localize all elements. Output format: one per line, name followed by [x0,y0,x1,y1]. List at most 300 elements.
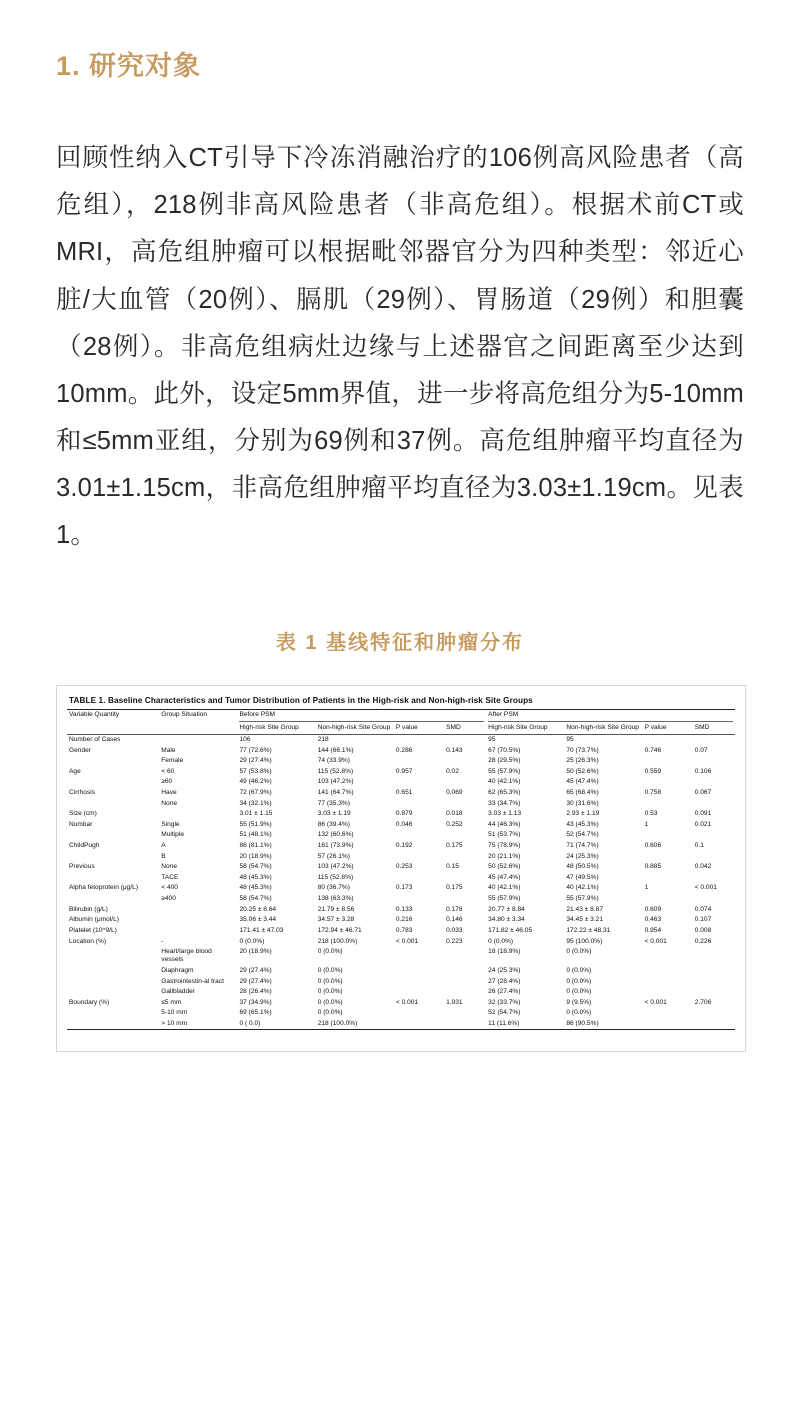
table-row [67,788,735,799]
cell-before-p: 0.133 [395,905,413,913]
cell-before-smd: 0.175 [446,884,463,892]
cell-before-non-high-risk: 103 (47.2%) [317,778,354,786]
cell-before-non-high-risk: 141 (64.7%) [317,789,354,796]
cell-before-non-high-risk: 0 (0.0%) [317,1009,343,1017]
cell-before-non-high-risk: 0 (0.0%) [317,998,343,1006]
cell-variable [67,873,159,884]
rule-cell [486,1030,564,1041]
cell-before-p: 0.286 [395,746,413,754]
cell-before-p: 0.957 [395,767,413,775]
col-header-p-value-after: P value [644,724,667,732]
cell-after-p: 0.885 [644,863,662,871]
cell-after-p [643,947,693,966]
cell-situation: None [161,799,178,807]
cell-before-p: 0.253 [395,863,413,871]
cell-before-high-risk: 20.25 ± 8.64 [239,905,277,913]
cell-after-non-high-risk: 0 (0.0%) [566,948,592,956]
cell-after-high-risk: 55 (57.9%) [488,895,521,903]
table-row [67,745,735,756]
cell-after-non-high-risk: 47 (49.5%) [566,873,599,881]
table-row [67,894,735,905]
cell-before-non-high-risk: 80 (36.7%) [317,884,350,892]
cell-situation: Heart/large blood vessels [161,948,212,964]
table-row [67,820,735,831]
cell-after-smd: 0.07 [694,746,708,754]
cell-after-smd: 2.706 [694,998,712,1006]
cell-after-smd [693,798,735,809]
cell-after-smd: 0.107 [694,916,712,924]
cell-before-p [394,894,444,905]
cell-after-p: 0.559 [644,767,662,775]
cell-before-high-risk: 35.06 ± 3.44 [239,916,277,924]
cell-before-high-risk: 28 (26.4%) [239,988,272,996]
cell-after-p [643,798,693,809]
cell-situation: < 400 [161,884,178,892]
cell-after-high-risk: 34.80 ± 3.34 [488,916,525,924]
cell-before-p [394,1019,444,1030]
table-row [67,976,735,987]
cell-before-smd [444,798,486,809]
cell-after-smd [693,966,735,977]
cell-situation: - [161,937,164,945]
cell-after-smd: 0.226 [694,937,712,945]
cell-variable: ChildPugh [69,842,100,850]
cell-before-high-risk: 0 ( 0.0) [239,1020,261,1028]
cell-before-high-risk: 34 (32.1%) [239,799,272,807]
table-row [67,998,735,1009]
table-body [67,734,735,1041]
cell-after-smd: 0.1 [694,842,704,850]
cell-situation: ≤5 mm [161,998,182,1006]
cell-after-high-risk: 26 (27.4%) [488,988,521,996]
cell-situation: None [161,863,178,871]
cell-before-high-risk: 29 (27.4%) [239,757,272,765]
table-row [67,966,735,977]
cell-before-smd [444,987,486,998]
cell-after-high-risk: 51 (53.7%) [488,831,521,839]
table-row [67,915,735,926]
cell-before-smd [444,777,486,788]
cell-after-p [643,756,693,767]
cell-before-non-high-risk: 218 [316,734,394,745]
cell-after-non-high-risk: 0 (0.0%) [566,1009,592,1017]
cell-after-non-high-risk: 95 (100.0%) [566,937,603,945]
cell-situation: B [161,852,166,860]
cell-situation: Diaphragm [161,966,194,974]
cell-before-smd [444,966,486,977]
cell-after-non-high-risk: 30 (31.6%) [566,799,599,807]
cell-after-p [643,976,693,987]
table-figure [56,685,746,1053]
cell-after-non-high-risk: 172.22 ± 48.31 [566,926,611,934]
cell-before-non-high-risk: 0 (0.0%) [317,948,343,956]
cell-before-p [394,734,444,745]
page-title: 1. 研究对象 [56,51,202,81]
cell-after-p: 1 [644,820,649,828]
cell-variable: Cirrhosis [69,789,96,796]
cell-after-non-high-risk: 9 (9.5%) [566,998,592,1006]
cell-before-non-high-risk: 57 (26.1%) [317,852,350,860]
table-row [67,809,735,820]
cell-after-smd: 0.091 [694,810,712,818]
cell-variable: Number of Cases [67,734,159,745]
cell-before-non-high-risk: 21.79 ± 8.56 [317,905,355,913]
rule-cell [237,1030,315,1041]
cell-after-p [643,1019,693,1030]
cell-situation: Female [161,757,184,765]
cell-after-smd [693,756,735,767]
cell-before-high-risk: 0 (0.0%) [239,937,265,945]
cell-before-non-high-risk: 74 (33.9%) [317,757,350,765]
cell-before-high-risk: 58 (54.7%) [239,895,272,903]
cell-before-high-risk: 69 (65.1%) [239,1009,272,1017]
cell-before-smd: 0.146 [446,916,463,924]
cell-situation: Have [161,789,177,796]
cell-after-non-high-risk: 48 (50.5%) [566,863,599,871]
cell-situation [159,915,237,926]
cell-variable [67,777,159,788]
cell-before-high-risk: 29 (27.4%) [239,977,272,985]
cell-before-p [394,976,444,987]
col-header-smd-before: SMD [446,724,461,732]
cell-after-high-risk: 40 (42.1%) [488,778,521,786]
cell-before-smd [444,734,486,745]
cell-variable [67,987,159,998]
cell-before-smd [444,1019,486,1030]
cell-after-high-risk: 44 (46.3%) [488,820,521,828]
cell-before-high-risk: 49 (46.2%) [239,778,272,786]
rule-cell [394,1030,444,1041]
cell-after-high-risk: 50 (52.6%) [488,863,521,871]
cell-before-smd: 0.252 [446,820,463,828]
cell-before-high-risk: 51 (48.1%) [239,831,272,839]
cell-before-smd: 0.033 [446,926,463,934]
table-row [67,756,735,767]
cell-before-non-high-risk: 103 (47.2%) [317,863,354,871]
cell-before-smd [444,830,486,841]
cell-after-high-risk: 20.77 ± 8.84 [488,905,525,913]
cell-after-smd [693,734,735,745]
cell-after-p [643,830,693,841]
cell-before-high-risk: 37 (34.9%) [239,998,272,1006]
cell-after-p: 1 [644,884,649,892]
cell-before-non-high-risk: 172.94 ± 46.71 [317,926,362,934]
cell-before-non-high-risk: 0 (0.0%) [317,977,343,985]
cell-after-high-risk: 55 (57.9%) [488,767,521,775]
cell-before-high-risk: 55 (51.9%) [239,820,272,828]
cell-before-non-high-risk: 86 (39.4%) [317,820,350,828]
cell-before-smd: 0.143 [446,746,463,754]
cell-situation [159,905,237,916]
rule-cell [564,1030,642,1041]
cell-before-smd [444,976,486,987]
cell-before-smd [444,873,486,884]
cell-variable: Alpha fetoprotein (μg/L) [69,884,139,892]
cell-before-smd: 0.178 [446,905,463,913]
cell-before-high-risk: 29 (27.4%) [239,966,272,974]
table-row [67,798,735,809]
cell-after-non-high-risk: 2.93 ± 1.19 [566,810,600,818]
cell-after-smd [693,873,735,884]
cell-after-p [643,734,693,745]
table-row [67,841,735,852]
cell-before-non-high-risk: 115 (52.8%) [317,767,354,775]
cell-before-p: 0.783 [395,926,413,934]
table-row [67,1008,735,1019]
cell-after-smd [693,777,735,788]
group-header-before-psm: Before PSM [237,709,486,723]
cell-after-high-risk: 24 (25.3%) [488,966,521,974]
cell-before-p: < 0.001 [395,937,419,945]
table-row [67,883,735,894]
cell-after-non-high-risk: 50 (52.6%) [566,767,599,775]
cell-after-non-high-risk: 0 (0.0%) [566,988,592,996]
cell-after-p: 0.606 [644,842,662,850]
cell-after-non-high-risk: 70 (73.7%) [566,746,599,754]
col-header-non-high-risk-after: Non-high-risk Site Group [566,724,639,732]
cell-after-high-risk: 20 (21.1%) [488,852,521,860]
cell-before-non-high-risk: 132 (60.6%) [317,831,354,839]
col-header-variable: Variable Quantity [67,709,159,734]
cell-after-p: < 0.001 [644,937,667,945]
cell-after-p [643,987,693,998]
cell-situation: ≥400 [161,895,176,903]
cell-before-p: 0.173 [395,884,413,892]
cell-before-high-risk: 106 [237,734,315,745]
cell-before-non-high-risk: 161 (73.9%) [317,842,354,850]
cell-after-high-risk: 33 (34.7%) [488,799,521,807]
cell-after-p: 0.53 [644,810,658,818]
cell-variable: Location (%) [69,937,107,945]
cell-after-non-high-risk: 71 (74.7%) [566,842,599,850]
table-row [67,777,735,788]
cell-before-high-risk: 86 (81.1%) [239,842,272,850]
table-row [67,862,735,873]
cell-before-p [394,987,444,998]
cell-situation [159,734,237,745]
cell-variable [67,894,159,905]
cell-before-high-risk: 20 (18.9%) [239,852,272,860]
cell-variable [67,966,159,977]
cell-before-non-high-risk: 138 (63.3%) [317,895,354,903]
cell-before-p [394,1008,444,1019]
cell-after-p [643,966,693,977]
cell-after-non-high-risk: 34.45 ± 3.21 [566,916,604,924]
cell-before-non-high-risk: 144 (66.1%) [317,746,354,754]
cell-after-smd [693,851,735,862]
cell-before-non-high-risk: 218 (100.0%) [317,937,358,945]
cell-before-p [394,851,444,862]
cell-situation: 5-10 mm [161,1009,188,1017]
cell-after-non-high-risk: 0 (0.0%) [566,966,592,974]
cell-after-p [643,873,693,884]
cell-variable [67,1008,159,1019]
cell-after-high-risk: 27 (28.4%) [488,977,521,985]
table-caption: 表 1 基线特征和肿瘤分布 [275,631,525,654]
cell-after-high-risk: 75 (78.9%) [488,842,521,850]
rule-cell [316,1030,394,1041]
cell-before-p [394,777,444,788]
cell-situation: TACE [161,873,179,881]
cell-situation: Multiple [161,831,184,839]
cell-after-smd [693,947,735,966]
cell-after-high-risk: 95 [486,734,564,745]
group-header-after-psm: After PSM [486,709,735,723]
cell-after-smd [693,976,735,987]
cell-before-smd: 0.069 [446,789,463,796]
cell-after-non-high-risk: 21.43 ± 8.87 [566,905,604,913]
cell-after-high-risk: 0 (0.0%) [488,937,514,945]
cell-before-p: 0.651 [395,789,413,796]
cell-after-p [643,851,693,862]
cell-after-high-risk: 171.82 ± 46.05 [488,926,533,934]
cell-after-p [643,894,693,905]
cell-after-non-high-risk: 86 (90.5%) [566,1020,599,1028]
cell-before-high-risk: 58 (54.7%) [239,863,272,871]
cell-after-p: 0.954 [644,926,662,934]
cell-before-non-high-risk: 115 (52.8%) [317,873,354,881]
cell-before-p: 0.216 [395,916,413,924]
cell-after-high-risk: 40 (42.1%) [488,884,521,892]
cell-situation: < 60 [161,767,175,775]
col-header-high-risk-after: High-risk Site Group [488,724,548,732]
cell-after-smd: < 0.001 [694,884,717,892]
rule-cell [693,1030,735,1041]
cell-variable: Platelet (10^9/L) [69,926,117,934]
cell-after-smd [693,894,735,905]
cell-situation [159,926,237,937]
cell-variable [67,976,159,987]
table-row [67,987,735,998]
cell-after-smd: 0.021 [694,820,712,828]
cell-variable: Previous [69,863,95,871]
cell-variable: Size (cm) [69,810,97,818]
cell-after-p: 0.609 [644,905,662,913]
cell-variable: Bilirubin (g/L) [69,905,108,913]
figure-title: TABLE 1. Baseline Characteristics and Tumor Distribution of Patients in the High-risk and Non-high-risk Site Groups [69,695,533,705]
cell-before-smd [444,947,486,966]
cell-after-high-risk: 3.03 ± 1.13 [488,810,522,818]
table-row [67,734,735,745]
cell-variable: Age [69,767,81,775]
cell-situation: Male [161,746,176,754]
cell-situation: A [161,842,166,850]
cell-before-non-high-risk: 218 (100.0%) [317,1020,358,1028]
cell-situation: Gastrointestin-al tract [161,977,224,985]
cell-before-smd [444,1008,486,1019]
table-group-header-row [67,709,735,723]
cell-variable [67,830,159,841]
cell-after-high-risk: 45 (47.4%) [488,873,521,881]
cell-before-smd [444,851,486,862]
cell-variable [67,851,159,862]
cell-after-smd [693,830,735,841]
rule-cell [444,1030,486,1041]
cell-variable: Gender [69,746,91,754]
cell-before-non-high-risk: 34.57 ± 3.28 [317,916,355,924]
cell-before-non-high-risk: 0 (0.0%) [317,966,343,974]
cell-after-non-high-risk: 65 (68.4%) [566,789,599,796]
cell-variable [67,798,159,809]
cell-variable: Boundary (%) [69,998,110,1006]
cell-after-high-risk: 28 (29.5%) [488,757,521,765]
cell-before-high-risk: 72 (67.9%) [239,789,272,796]
table-row [67,1019,735,1030]
cell-after-non-high-risk: 40 (42.1%) [566,884,599,892]
table-row [67,873,735,884]
cell-variable [67,947,159,966]
table-row [67,905,735,916]
cell-after-smd: 0.042 [694,863,712,871]
cell-after-p: < 0.001 [644,998,667,1006]
cell-after-p [643,1008,693,1019]
cell-before-p [394,798,444,809]
cell-after-high-risk: 32 (33.7%) [488,998,521,1006]
cell-before-high-risk: 57 (53.8%) [239,767,272,775]
cell-after-non-high-risk: 24 (25.3%) [566,852,599,860]
cell-before-p: 0.046 [395,820,413,828]
cell-after-high-risk: 11 (11.6%) [488,1020,520,1028]
cell-before-p [394,966,444,977]
table-row [67,830,735,841]
cell-before-high-risk: 20 (18.9%) [239,948,272,956]
cell-after-non-high-risk: 0 (0.0%) [566,977,592,985]
cell-before-p: 0.192 [395,842,413,850]
cell-before-smd [444,756,486,767]
cell-variable [67,1019,159,1030]
table-row [67,767,735,778]
table-bottom-rule [67,1030,735,1041]
cell-after-smd [693,987,735,998]
cell-after-non-high-risk: 25 (26.3%) [566,757,599,765]
cell-after-smd [693,1008,735,1019]
table-row [67,936,735,947]
cell-before-p [394,830,444,841]
rule-cell [159,1030,237,1041]
cell-before-smd: 0.15 [446,863,459,871]
cell-situation: ≥60 [161,778,173,786]
cell-variable [67,756,159,767]
cell-before-high-risk: 3.01 ± 1.15 [239,810,273,818]
col-header-p-value-before: P value [395,724,418,732]
table-row [67,851,735,862]
cell-before-p [394,756,444,767]
cell-after-p: 0.758 [644,789,662,796]
cell-before-smd: 1.931 [446,998,463,1006]
cell-after-smd: 0.074 [694,905,712,913]
cell-variable: Numbar [69,820,93,828]
cell-before-p [394,873,444,884]
cell-after-non-high-risk: 45 (47.4%) [566,778,599,786]
cell-variable: Albumin (μmol/L) [69,916,119,924]
cell-after-p [643,777,693,788]
cell-after-smd: 0.008 [694,926,712,934]
cell-before-smd: 0.018 [446,810,463,818]
rule-cell [643,1030,693,1041]
cell-before-high-risk: 48 (45.3%) [239,873,272,881]
col-header-high-risk-before: High-risk Site Group [239,724,299,732]
cell-after-non-high-risk: 52 (54.7%) [566,831,599,839]
cell-situation: Gallbladder [161,988,195,996]
col-header-non-high-risk-before: Non-high-risk Site Group [317,724,391,732]
cell-situation: Single [161,820,180,828]
cell-after-smd [693,1019,735,1030]
cell-after-non-high-risk: 95 [564,734,642,745]
cell-after-p: 0.463 [644,916,662,924]
rule-cell [67,1030,159,1041]
cell-after-p: 0.746 [644,746,662,754]
cell-before-high-risk: 171.41 ± 47.03 [239,926,284,934]
